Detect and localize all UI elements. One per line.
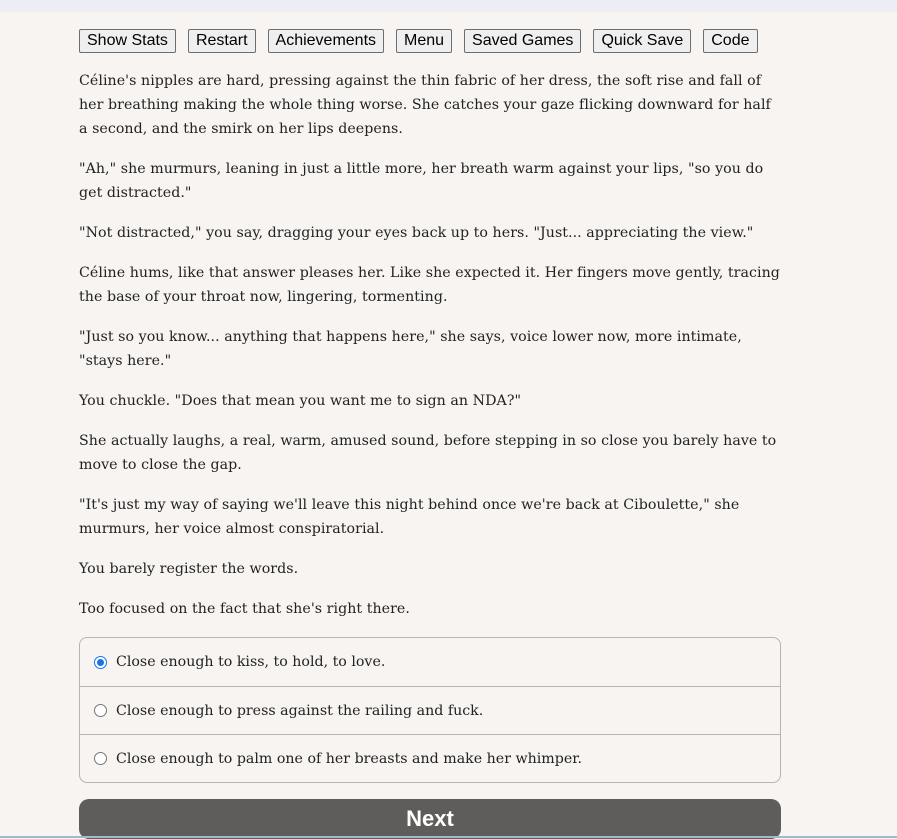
radio-button[interactable] — [94, 752, 107, 765]
radio-button[interactable] — [94, 656, 107, 669]
story-paragraph: "Ah," she murmurs, leaning in just a little more, her breath warm against your lips, "so you do get distracted." — [79, 161, 764, 201]
choice-option-1[interactable] — [80, 638, 780, 686]
show-stats-button[interactable]: Show Stats — [79, 29, 176, 53]
quick-save-button[interactable]: Quick Save — [593, 29, 691, 53]
achievements-button[interactable]: Achievements — [268, 29, 385, 53]
story-paragraph: She actually laughs, a real, warm, amused sound, before stepping in so close you barely have to move to close the gap. — [79, 433, 777, 473]
story-paragraph: You chuckle. "Does that mean you want me to sign an NDA?" — [79, 393, 522, 409]
story-paragraph: "It's just my way of saying we'll leave this night behind once we're back at Ciboulette," she murmurs, her voice almost conspiratorial. — [79, 497, 740, 537]
code-button[interactable]: Code — [703, 29, 757, 53]
top-bar — [0, 0, 897, 12]
saved-games-button[interactable]: Saved Games — [464, 29, 581, 53]
menu-button[interactable]: Menu — [396, 29, 452, 53]
story-paragraph: Too focused on the fact that she's right there. — [79, 601, 410, 617]
toolbar — [79, 29, 758, 53]
next-button[interactable]: Next — [79, 799, 781, 839]
choice-label: Close enough to press against the railing and fuck. — [116, 702, 484, 719]
choice-option-2[interactable] — [80, 686, 780, 734]
story-paragraph: "Just so you know... anything that happens here," she says, voice lower now, more intimate, "stays here." — [79, 329, 742, 369]
radio-button[interactable] — [94, 704, 107, 717]
top-edge-glyph — [88, 2, 94, 8]
story-paragraph: Céline hums, like that answer pleases her. Like she expected it. Her fingers move gently, tracing the base of your throat now, lingering, tormenting. — [79, 265, 780, 305]
story-paragraph: Céline's nipples are hard, pressing against the thin fabric of her dress, the soft rise and fall of her breathing making the whole thing worse. She catches your gaze flicking downward for half a second, and the smirk on her lips deepens. — [79, 73, 771, 137]
choice-label: Close enough to kiss, to hold, to love. — [116, 654, 386, 670]
story-text — [79, 69, 781, 637]
choice-list — [79, 637, 781, 783]
restart-button[interactable]: Restart — [188, 29, 256, 53]
story-paragraph: "Not distracted," you say, dragging your eyes back up to hers. "Just... appreciating the view." — [79, 225, 754, 241]
choice-label: Close enough to palm one of her breasts and make her whimper. — [116, 750, 582, 767]
story-paragraph: You barely register the words. — [79, 561, 299, 577]
choice-option-3[interactable] — [80, 734, 780, 782]
